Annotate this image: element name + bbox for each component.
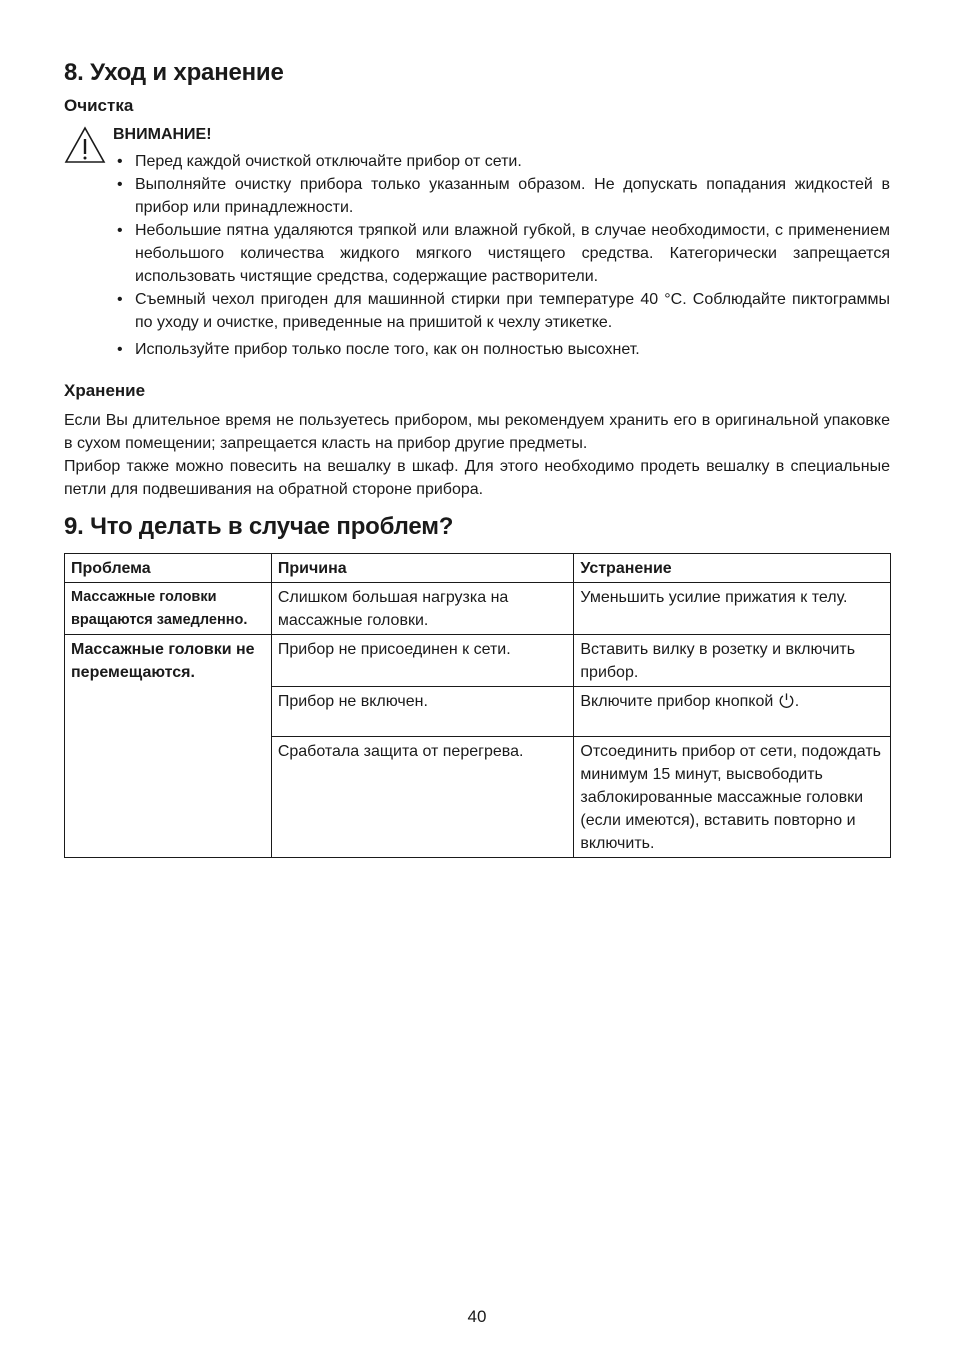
list-item: • Перед каждой очисткой отключайте прибор от сети.: [113, 150, 890, 173]
column-header-solution: Устранение: [574, 554, 891, 583]
list-item: • Съемный чехол пригоден для машинной стирки при температуре 40 °C. Соблюдайте пиктограммы по уходу и очистке, приведенные на пришитой к чехлу этикетке.: [113, 288, 890, 334]
solution-cell: Отсоединить прибор от сети, подождать минимум 15 минут, высвободить заблокированные массажные головки (если имеются), вставить повторно и включить.: [574, 737, 891, 858]
problem-cell: Массажные головки не перемещаются.: [65, 635, 272, 858]
solution-text-suffix: .: [794, 693, 800, 710]
warning-triangle-icon: [64, 126, 106, 164]
subsection-title-cleaning: Очистка: [64, 96, 134, 115]
table-header-row: [65, 554, 891, 583]
troubleshooting-table: [64, 553, 891, 858]
page-number: 40: [467, 1307, 487, 1326]
section-title-care-storage: 8. Уход и хранение: [64, 59, 284, 86]
storage-text: [64, 409, 890, 501]
cause-cell: Слишком большая нагрузка на массажные головки.: [271, 583, 574, 635]
storage-paragraph: Прибор также можно повесить на вешалку в шкаф. Для этого необходимо продеть вешалку в специальные петли для подвешивания на обратной стороне прибора.: [64, 458, 890, 498]
solution-cell: Уменьшить усилие прижатия к телу.: [574, 583, 891, 635]
problem-cell: Массажные головки вращаются замедленно.: [65, 583, 272, 635]
subsection-title-storage: Хранение: [64, 381, 146, 400]
cause-cell: Прибор не присоединен к сети.: [271, 635, 574, 687]
section-title-troubleshooting: 9. Что делать в случае проблем?: [64, 513, 454, 540]
table-row: [65, 635, 891, 687]
cause-cell: Прибор не включен.: [271, 687, 574, 737]
column-header-problem: Проблема: [65, 554, 272, 583]
column-header-cause: Причина: [271, 554, 574, 583]
list-item: • Выполняйте очистку прибора только указанным образом. Не допускать попадания жидкостей в прибор или принадлежности.: [113, 173, 890, 219]
solution-cell: Вставить вилку в розетку и включить прибор.: [574, 635, 891, 687]
list-item: • Небольшие пятна удаляются тряпкой или влажной губкой, в случае необходимости, с применением небольшого количества жидкого мягкого чистящего средства. Категорически запрещается использовать чистящие средства, содержащие растворители.: [113, 219, 890, 288]
storage-paragraph: Если Вы длительное время не пользуетесь прибором, мы рекомендуем хранить его в оригинальной упаковке в сухом помещении; запрещается класть на прибор другие предметы.: [64, 412, 890, 452]
power-button-icon: [778, 692, 795, 709]
table-row: [65, 583, 891, 635]
list-item: • Используйте прибор только после того, как он полностью высохнет.: [113, 338, 890, 361]
warning-title: ВНИМАНИЕ!: [113, 126, 212, 143]
cleaning-warning-list: [113, 150, 890, 361]
solution-cell: [574, 687, 891, 737]
cause-cell: Сработала защита от перегрева.: [271, 737, 574, 858]
solution-text: Включите прибор кнопкой: [580, 693, 774, 710]
